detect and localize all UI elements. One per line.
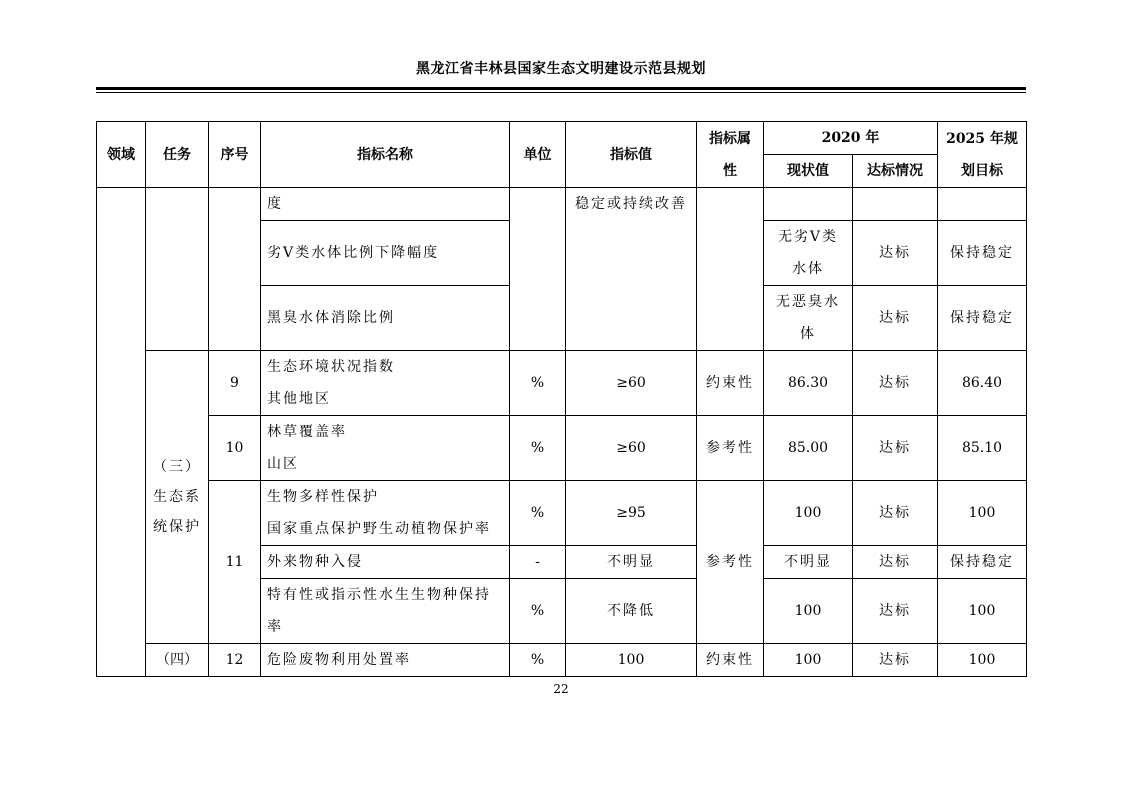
header-task: 任务 [146, 122, 209, 188]
target-value: 100 [938, 644, 1027, 677]
indicator-name: 度 [261, 188, 510, 221]
current-value-line1: 无恶臭水 [776, 294, 840, 310]
indicator-value: 不降低 [566, 579, 697, 644]
unit-cell [510, 188, 566, 351]
unit-value: - [510, 546, 566, 579]
target-value: 100 [938, 481, 1027, 546]
domain-cell [97, 188, 146, 677]
table-row [97, 351, 1027, 416]
current-value [764, 286, 853, 351]
header-status: 达标情况 [853, 155, 938, 188]
indicator-name-line2: 率 [267, 619, 283, 635]
task-label-line1: （三） [153, 459, 201, 475]
status-value: 达标 [853, 481, 938, 546]
header-value: 指标值 [566, 122, 697, 188]
current-value-line2: 体 [800, 326, 816, 342]
header-target2025 [938, 122, 1027, 188]
task-cell [146, 188, 209, 351]
current-value: 100 [764, 644, 853, 677]
header-attr-line1: 指标属 [709, 130, 751, 147]
status-value: 达标 [853, 644, 938, 677]
status-value: 达标 [853, 351, 938, 416]
unit-value: % [510, 351, 566, 416]
indicator-name-line1: 林草覆盖率 [267, 424, 347, 440]
current-value: 86.30 [764, 351, 853, 416]
header-attr-line2: 性 [723, 162, 737, 179]
indicator-value: ≥60 [566, 351, 697, 416]
table-row [97, 644, 1027, 677]
seq-value: 9 [209, 351, 261, 416]
target-value: 85.10 [938, 416, 1027, 481]
target-value: 100 [938, 579, 1027, 644]
status-value: 达标 [853, 286, 938, 351]
current-value: 100 [764, 579, 853, 644]
task-value: （四） [146, 644, 209, 677]
header-year2020: 2020 年 [764, 122, 938, 155]
indicator-name [261, 351, 510, 416]
task-label-line2: 生态系 [153, 489, 201, 505]
status-value: 达标 [853, 221, 938, 286]
target-cell [938, 188, 1027, 221]
indicator-name-line1: 生物多样性保护 [267, 489, 379, 505]
target-value: 86.40 [938, 351, 1027, 416]
attr-value: 参考性 [697, 416, 764, 481]
indicator-name-line2: 国家重点保护野生动植物保护率 [267, 521, 491, 537]
task-cell [146, 351, 209, 644]
attr-value: 约束性 [697, 351, 764, 416]
indicator-name-line1: 特有性或指示性水生生物种保持 [267, 587, 491, 603]
unit-value: % [510, 579, 566, 644]
current-value: 不明显 [764, 546, 853, 579]
target-value: 保持稳定 [938, 286, 1027, 351]
status-cell [853, 188, 938, 221]
indicator-name-line2: 其他地区 [267, 391, 331, 407]
current-value [764, 221, 853, 286]
header-seq: 序号 [209, 122, 261, 188]
current-value: 100 [764, 481, 853, 546]
header-domain: 领域 [97, 122, 146, 188]
target-value: 保持稳定 [938, 546, 1027, 579]
header-target2025-line1: 2025 年规 [946, 130, 1018, 147]
unit-value: % [510, 644, 566, 677]
indicator-name: 外来物种入侵 [261, 546, 510, 579]
attr-cell [697, 188, 764, 351]
status-value: 达标 [853, 546, 938, 579]
seq-value: 10 [209, 416, 261, 481]
indicator-name: 劣Ⅴ类水体比例下降幅度 [261, 221, 510, 286]
current-value: 85.00 [764, 416, 853, 481]
table-header-row-1 [97, 122, 1027, 155]
indicator-name-line2: 山区 [267, 456, 299, 472]
header-name: 指标名称 [261, 122, 510, 188]
task-label-line3: 统保护 [153, 519, 201, 535]
table-row [97, 416, 1027, 481]
header-target2025-line2: 划目标 [961, 162, 1003, 179]
indicator-name [261, 579, 510, 644]
indicator-name-line1: 生态环境状况指数 [267, 359, 395, 375]
current-value-line1: 无劣Ⅴ类 [777, 229, 839, 245]
page-number: 22 [553, 682, 569, 696]
table-row [97, 481, 1027, 546]
indicator-value: ≥60 [566, 416, 697, 481]
document-header-title: 黑龙江省丰林县国家生态文明建设示范县规划 [416, 61, 706, 77]
indicator-value: 稳定或持续改善 [566, 188, 697, 351]
indicator-value: ≥95 [566, 481, 697, 546]
status-value: 达标 [853, 416, 938, 481]
seq-value: 11 [209, 481, 261, 644]
unit-value: % [510, 481, 566, 546]
indicator-name [261, 416, 510, 481]
header-rule-thick [96, 87, 1026, 90]
header-current: 现状值 [764, 155, 853, 188]
unit-value: % [510, 416, 566, 481]
seq-value: 12 [209, 644, 261, 677]
indicator-name: 黑臭水体消除比例 [261, 286, 510, 351]
header-attr [697, 122, 764, 188]
header-rule-thin [96, 92, 1026, 93]
indicator-value: 100 [566, 644, 697, 677]
table-row [97, 188, 1027, 221]
current-cell [764, 188, 853, 221]
attr-value: 约束性 [697, 644, 764, 677]
indicator-name: 危险废物利用处置率 [261, 644, 510, 677]
header-unit: 单位 [510, 122, 566, 188]
indicator-value: 不明显 [566, 546, 697, 579]
indicator-name [261, 481, 510, 546]
seq-cell [209, 188, 261, 351]
attr-value: 参考性 [697, 481, 764, 644]
indicator-table [96, 121, 1027, 677]
status-value: 达标 [853, 579, 938, 644]
target-value: 保持稳定 [938, 221, 1027, 286]
current-value-line2: 水体 [792, 261, 824, 277]
